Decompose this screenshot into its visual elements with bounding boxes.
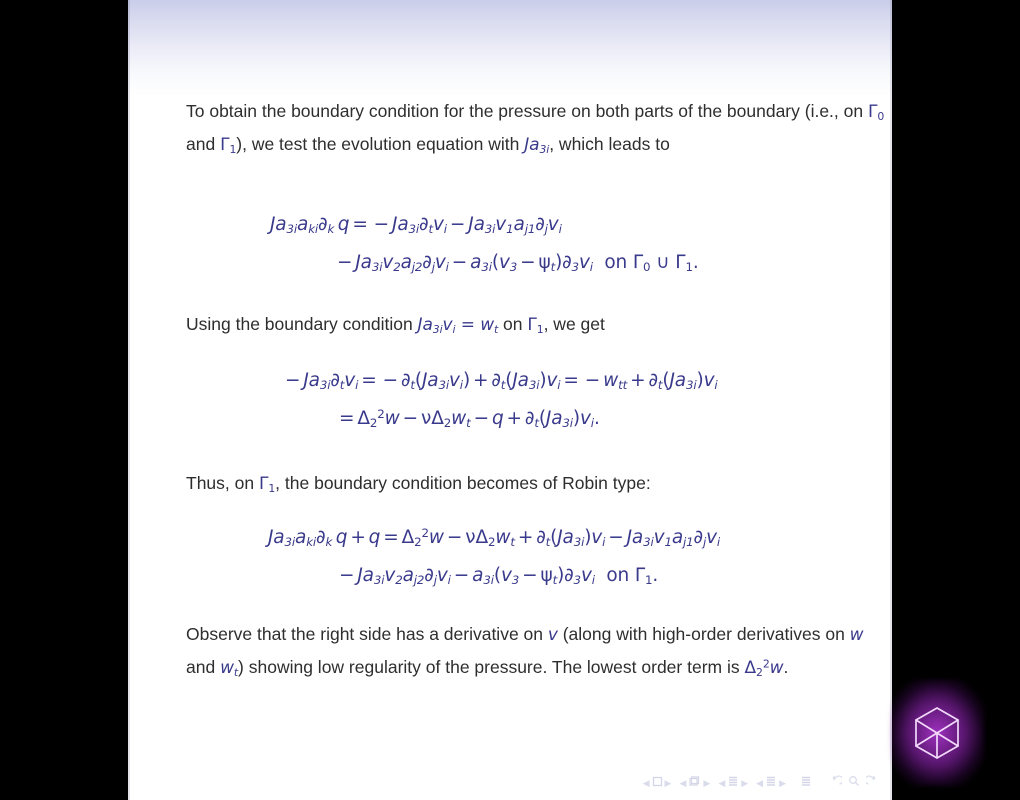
paragraph-observe-text-2: (along with high-order derivatives on bbox=[557, 624, 850, 644]
nav-group-frame[interactable] bbox=[679, 774, 710, 792]
paragraph-using-bc-text-2: on bbox=[498, 314, 528, 334]
nav-next-frame-arrow[interactable]: ▶ bbox=[703, 777, 711, 788]
equation-1-line-1: $Ja_{3i}a_{ki}\partial_k$ q = − $Ja_{3i}\partial_tv_i - Ja_{3i}v_1a_{j1}\partial_jv_i$ bbox=[270, 214, 562, 237]
paragraph-observe-text-5: . bbox=[783, 657, 789, 677]
equation-3-line-2: − $Ja_{3i}v_2a_{j2}\partial_jv_i - a_{3i}(v_3 - \psi_t)\partial_3v_i$ on $\Gamma_1$. bbox=[339, 565, 659, 588]
paragraph-observe bbox=[186, 618, 886, 684]
nav-group-section[interactable] bbox=[756, 774, 786, 792]
robin-boundary-condition-equation bbox=[186, 519, 886, 595]
paragraph-intro-text-4: , which leads to bbox=[549, 134, 670, 154]
paragraph-robin-type-text-1: Thus, on bbox=[186, 473, 259, 493]
gamma-0-symbol: $\Gamma_0$ bbox=[867, 102, 885, 123]
nav-next-section-arrow[interactable]: ▶ bbox=[779, 777, 786, 788]
nav-prev-section-arrow[interactable]: ◀ bbox=[756, 777, 764, 788]
inline-math-v: v bbox=[547, 625, 558, 645]
section-icon[interactable] bbox=[765, 774, 777, 792]
inline-math-ja3i-vi-equals-wt: $Ja_{3i}v_i = w_t$ bbox=[417, 315, 499, 336]
paragraph-observe-text-4: ) showing low regularity of the pressure. The lowest order term is bbox=[238, 657, 745, 677]
equation-3-line-1: $Ja_{3i}a_{ki}\partial_k$ $q + q = \Delta_2^2w - \nu\Delta_2w_t + \partial_t(Ja_{3i})v_i - Ja_{3i}v_1a_{j1}\partial_jv_i$ bbox=[268, 525, 721, 550]
paragraph-robin-type-text-2: , the boundary condition becomes of Robin type: bbox=[275, 473, 651, 493]
nav-group-history[interactable] bbox=[830, 774, 878, 792]
slide-square-icon[interactable] bbox=[652, 774, 663, 792]
inline-math-w: w bbox=[849, 625, 864, 645]
subsection-icon[interactable] bbox=[727, 774, 739, 792]
nav-group-subsection[interactable] bbox=[718, 774, 748, 792]
forward-icon[interactable] bbox=[866, 774, 878, 792]
gamma-1-symbol: $\Gamma_1$ bbox=[258, 474, 276, 495]
nav-next-slide-arrow[interactable]: ▶ bbox=[664, 777, 672, 788]
nav-group-slide[interactable] bbox=[643, 774, 672, 792]
gamma-1-symbol: $\Gamma_1$ bbox=[527, 315, 544, 336]
inline-math-wt: $w_t$ bbox=[220, 658, 239, 679]
nav-group-presentation[interactable] bbox=[800, 774, 812, 792]
paragraph-observe-text-3: and bbox=[186, 657, 221, 677]
paragraph-intro-text-2: and bbox=[186, 134, 221, 154]
pressure-boundary-condition-equation bbox=[186, 206, 886, 282]
time-derivative-expansion-equation bbox=[186, 362, 886, 438]
brand-logo-watermark bbox=[906, 696, 968, 770]
paragraph-using-bc-text-1: Using the boundary condition bbox=[186, 314, 418, 334]
nav-next-subsection-arrow[interactable]: ▶ bbox=[741, 777, 749, 788]
hexagon-logo-icon bbox=[910, 704, 964, 762]
slide-left-edge bbox=[128, 0, 130, 800]
paragraph-using-bc-text-3: , we get bbox=[543, 314, 605, 334]
inline-math-delta-squared-w: $\Delta_2^2w$ bbox=[744, 657, 784, 679]
equation-1-line-2: − $Ja_{3i}v_2a_{j2}\partial_jv_i - a_{3i}(v_3 - \psi_t)\partial_3v_i$ on $\Gamma_0$ ∪ $\Gamma_1$. bbox=[337, 252, 699, 275]
presentation-icon[interactable] bbox=[800, 774, 812, 792]
gamma-1-symbol: $\Gamma_1$ bbox=[220, 135, 237, 156]
equation-2-line-2: = $\Delta_2^2w - \nu\Delta_2w_t - q + \partial_t(Ja_{3i})v_i$. bbox=[339, 406, 600, 431]
inline-math-ja3i: $Ja_{3i}$ bbox=[524, 135, 550, 156]
back-icon[interactable] bbox=[830, 774, 842, 792]
beamer-navigation-bar[interactable] bbox=[643, 774, 878, 792]
paragraph-intro-text-1: To obtain the boundary condition for the pressure on both parts of the boundary (i.e., on bbox=[186, 101, 868, 121]
search-icon[interactable] bbox=[848, 774, 860, 792]
paragraph-robin-type bbox=[186, 467, 886, 500]
presentation-slide bbox=[128, 0, 892, 800]
frame-stack-icon[interactable] bbox=[688, 774, 701, 792]
paragraph-using-bc bbox=[186, 308, 886, 341]
equation-2-line-1: − $Ja_{3i}\partial_tv_i$ = − $\partial_t(Ja_{3i}v_i) + \partial_t(Ja_{3i})v_i$ = − $w_{tt} + \partial_t(Ja_{3i})v_i$ bbox=[285, 370, 718, 393]
paragraph-intro bbox=[186, 95, 886, 161]
paragraph-intro-text-3: ), we test the evolution equation with bbox=[236, 134, 525, 154]
nav-prev-slide-arrow[interactable]: ◀ bbox=[642, 777, 650, 788]
nav-prev-frame-arrow[interactable]: ◀ bbox=[679, 777, 687, 788]
nav-prev-subsection-arrow[interactable]: ◀ bbox=[718, 777, 726, 788]
paragraph-observe-text-1: Observe that the right side has a derivative on bbox=[186, 624, 548, 644]
